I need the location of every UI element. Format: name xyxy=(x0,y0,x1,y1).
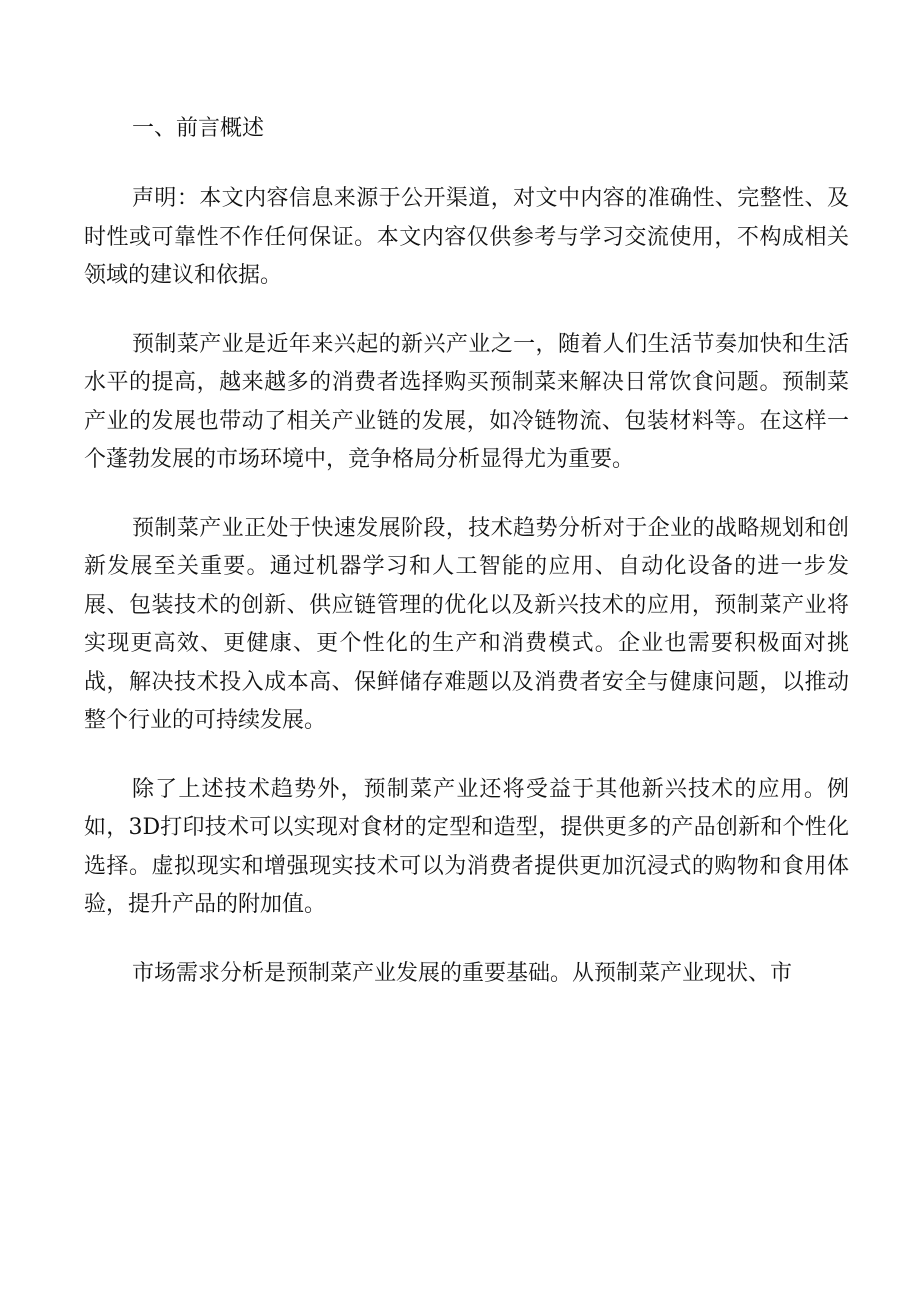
document-body xyxy=(84,110,849,993)
industry-overview-paragraph: 预制菜产业是近年来兴起的新兴产业之一，随着人们生活节奏加快和生活水平的提高，越来越多的消费者选择购买预制菜来解决日常饮食问题。预制菜产业的发展也带动了相关产业链的发展，如冷链物流、包装材料等。在这样一个蓬勃发展的市场环境中，竞争格局分析显得尤为重要。 xyxy=(84,331,849,472)
technology-trends-paragraph: 预制菜产业正处于快速发展阶段，技术趋势分析对于企业的战略规划和创新发展至关重要。通过机器学习和人工智能的应用、自动化设备的进一步发展、包装技术的创新、供应链管理的优化以及新兴技术的应用，预制菜产业将实现更高效、更健康、更个性化的生产和消费模式。企业也需要积极面对挑战，解决技术投入成本高、保鲜储存难题以及消费者安全与健康问题，以推动整个行业的可持续发展。 xyxy=(84,515,849,733)
section-heading: 一、前言概述 xyxy=(132,116,265,141)
market-demand-paragraph: 市场需求分析是预制菜产业发展的重要基础。从预制菜产业现状、市 xyxy=(132,960,793,986)
emerging-tech-paragraph: 除了上述技术趋势外，预制菜产业还将受益于其他新兴技术的应用。例如，3D打印技术可以实现对食材的定型和造型，提供更多的产品创新和个性化选择。虚拟现实和增强现实技术可以为消费者提供更加沉浸式的购物和食用体验，提升产品的附加值。 xyxy=(84,776,849,917)
disclaimer-paragraph: 声明：本文内容信息来源于公开渠道，对文中内容的准确性、完整性、及时性或可靠性不作任何保证。本文内容仅供参考与学习交流使用，不构成相关领域的建议和依据。 xyxy=(84,186,849,288)
